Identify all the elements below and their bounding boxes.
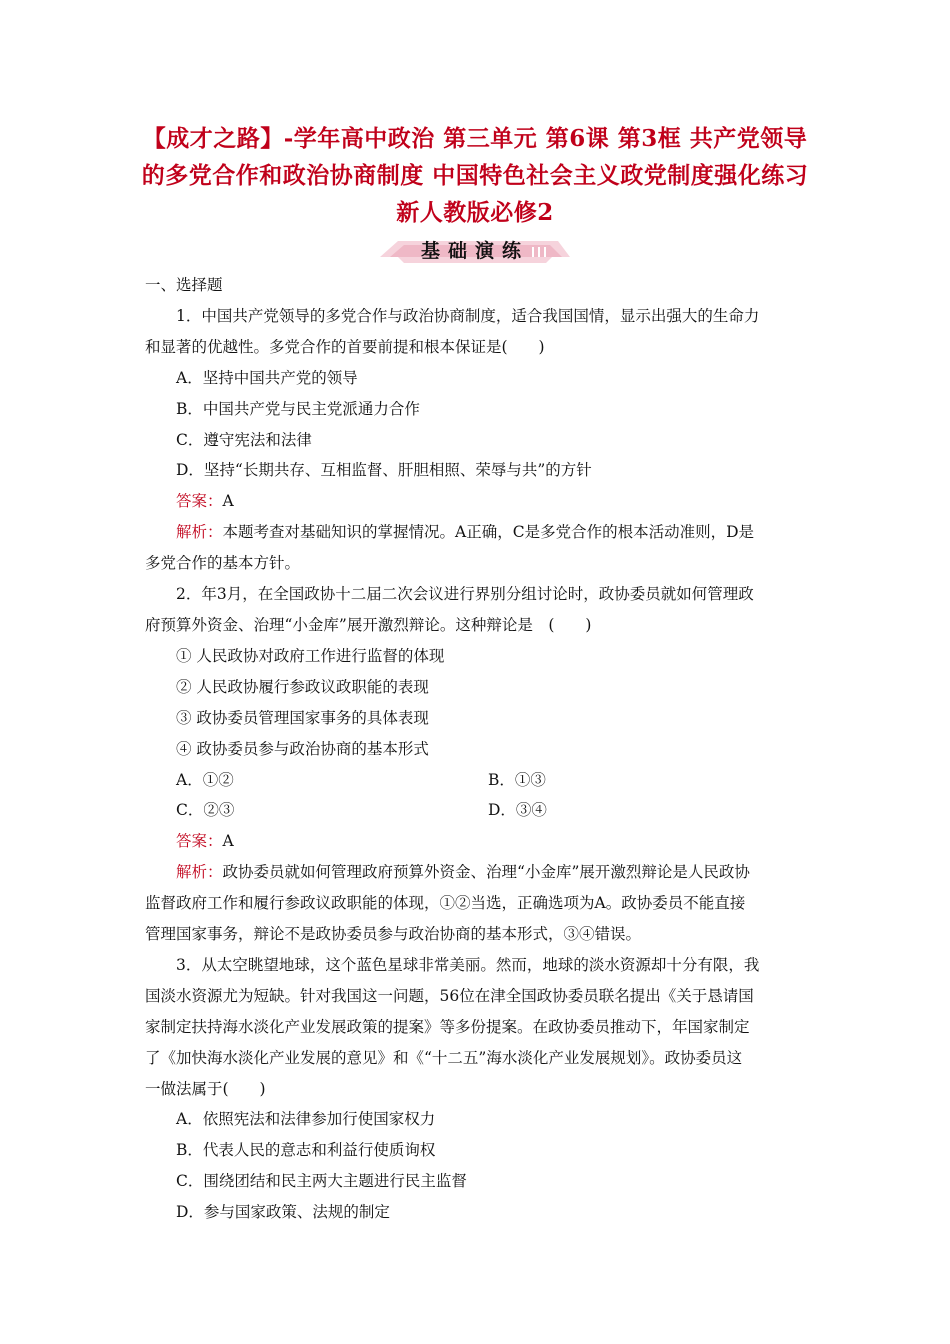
question-1-stem-1: 1．中国共产党领导的多党合作与政治协商制度，适合我国国情，显示出强大的生命力 — [176, 306, 760, 325]
question-3-stem-5: 一做法属于( ) — [145, 1079, 266, 1098]
question-2-statement-3: ③ 政协委员管理国家事务的具体表现 — [176, 708, 429, 727]
question-2-option-b: B．①③ — [488, 770, 546, 789]
question-1-analysis-2: 多党合作的基本方针。 — [145, 554, 301, 573]
document-title — [130, 120, 820, 231]
question-1 — [145, 301, 810, 579]
question-3-option-d: D．参与国家政策、法规的制定 — [176, 1203, 390, 1222]
analysis-text: 本题考查对基础知识的掌握情况。A正确，C是多党合作的根本活动准则，D是 — [222, 523, 754, 542]
question-3 — [145, 950, 810, 1228]
question-2-statement-2: ② 人民政协履行参政议政职能的表现 — [176, 677, 429, 696]
question-2-answer — [145, 826, 810, 857]
answer-label: 答案： — [176, 832, 223, 851]
analysis-text: 政协委员就如何管理政府预算外资金、治理“小金库”展开激烈辩论是人民政协 — [222, 863, 750, 882]
question-1-stem-2: 和显著的优越性。多党合作的首要前提和根本保证是( ) — [145, 337, 545, 356]
question-2-option-a: A．①② — [176, 770, 234, 789]
question-2-statement-1: ① 人民政协对政府工作进行监督的体现 — [176, 646, 445, 665]
question-1-option-c: C．遵守宪法和法律 — [176, 430, 312, 449]
title-line-3: 新人教版必修2 — [396, 199, 554, 226]
section-heading: 一、选择题 — [145, 276, 223, 294]
question-3-option-c: C．围绕团结和民主两大主题进行民主监督 — [176, 1172, 467, 1191]
section-banner — [380, 235, 570, 265]
banner-label: 基础演练 — [420, 240, 529, 262]
question-2-stem-2: 府预算外资金、治理“小金库”展开激烈辩论。这种辩论是 ( ) — [145, 615, 592, 634]
question-2-options-row-1 — [145, 765, 810, 796]
question-1-option-a: A．坚持中国共产党的领导 — [176, 368, 358, 387]
question-1-analysis-1 — [145, 517, 810, 548]
answer-value: A — [222, 832, 234, 851]
answer-value: A — [222, 492, 234, 511]
analysis-label: 解析： — [176, 523, 223, 542]
question-3-option-b: B．代表人民的意志和利益行使质询权 — [176, 1141, 436, 1160]
question-2-analysis-1 — [145, 857, 810, 888]
question-3-option-a: A．依照宪法和法律参加行使国家权力 — [176, 1110, 436, 1129]
analysis-label: 解析： — [176, 863, 223, 882]
question-2-option-c: C．②③ — [176, 801, 235, 820]
question-2-option-d: D．③④ — [488, 801, 547, 820]
question-2-analysis-2: 监督政府工作和履行参政议政职能的体现，①②当选，正确选项为A。政协委员不能直接 — [145, 894, 746, 913]
question-1-option-d: D．坚持“长期共存、互相监督、肝胆相照、荣辱与共”的方针 — [176, 461, 592, 480]
title-line-2: 的多党合作和政治协商制度 中国特色社会主义政党制度强化练习 — [141, 162, 809, 189]
question-3-stem-1: 3．从太空眺望地球，这个蓝色星球非常美丽。然而，地球的淡水资源却十分有限，我 — [176, 955, 760, 974]
question-1-option-b: B．中国共产党与民主党派通力合作 — [176, 399, 420, 418]
question-2-analysis-3: 管理国家事务，辩论不是政协委员参与政治协商的基本形式，③④错误。 — [145, 925, 642, 944]
question-1-answer — [145, 486, 810, 517]
question-2-statement-4: ④ 政协委员参与政治协商的基本形式 — [176, 739, 429, 758]
question-3-stem-4: 了《加快海水淡化产业发展的意见》和《“十二五”海水淡化产业发展规划》。政协委员这 — [145, 1048, 743, 1067]
answer-label: 答案： — [176, 492, 223, 511]
question-2 — [145, 579, 810, 950]
question-3-stem-2: 国淡水资源尤为短缺。针对我国这一问题，56位在津全国政协委员联名提出《关于恳请国 — [145, 986, 754, 1005]
question-2-stem-1: 2．年3月，在全国政协十二届二次会议进行界别分组讨论时，政协委员就如何管理政 — [176, 585, 754, 604]
question-2-options-row-2 — [145, 795, 810, 826]
question-3-stem-3: 家制定扶持海水淡化产业发展政策的提案》等多份提案。在政协委员推动下，年国家制定 — [145, 1017, 750, 1036]
question-content — [145, 270, 810, 1228]
title-line-1: 【成才之路】-学年高中政治 第三单元 第6课 第3框 共产党领导 — [142, 125, 808, 152]
